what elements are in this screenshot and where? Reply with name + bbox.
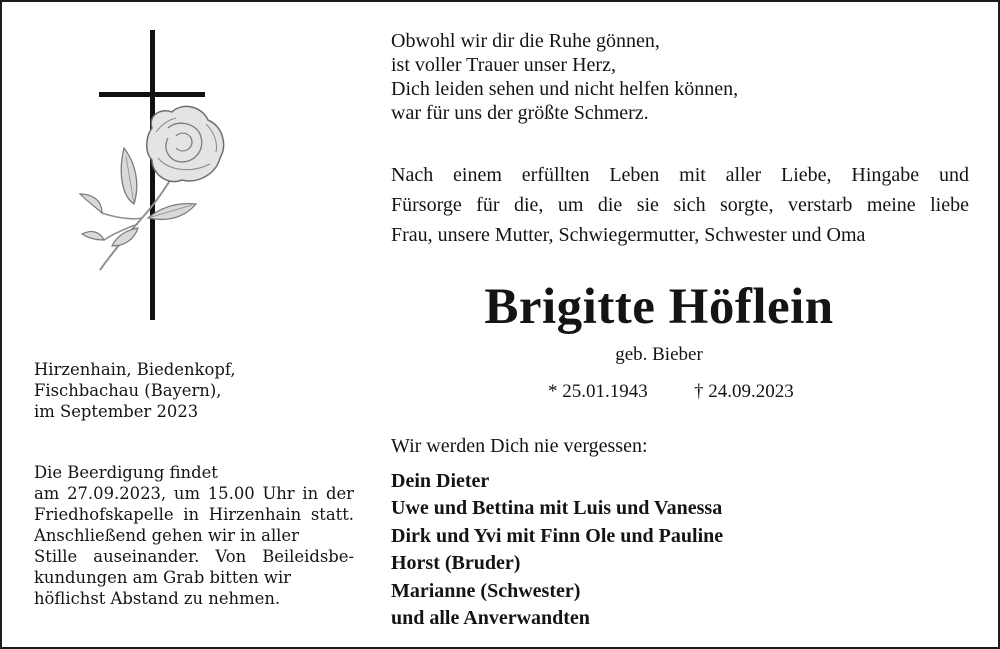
poem-line: war für uns der größte Schmerz.: [391, 102, 649, 124]
intro-line: Nach einem erfüllten Leben mit aller Liebe, Hingabe und: [391, 164, 969, 186]
death-date: † 24.09.2023: [694, 381, 794, 402]
cross-with-rose-icon: [72, 28, 242, 324]
birth-date: * 25.01.1943: [548, 381, 648, 402]
poem-line: Dich leiden sehen und nicht helfen können,: [391, 78, 739, 100]
funeral-line: Die Beerdigung findet: [34, 463, 218, 482]
mourner-entry: Horst (Bruder): [391, 552, 521, 575]
intro-line: Frau, unsere Mutter, Schwiegermutter, Schwester und Oma: [391, 224, 866, 246]
mourner-entry: Uwe und Bettina mit Luis und Vanessa: [391, 497, 723, 520]
poem-line: Obwohl wir dir die Ruhe gönnen,: [391, 30, 660, 52]
poem-block: [391, 29, 738, 125]
funeral-line: Friedhofskapelle in Hirzenhain statt.: [34, 505, 354, 524]
poem-line: ist voller Trauer unser Herz,: [391, 54, 616, 76]
funeral-line: am 27.09.2023, um 15.00 Uhr in der: [34, 484, 354, 503]
place-line: Hirzenhain, Biedenkopf,: [34, 360, 236, 379]
funeral-line: höflichst Abstand zu nehmen.: [34, 589, 281, 608]
intro-line: Fürsorge für die, um die sie sich sorgte, verstarb meine liebe: [391, 194, 969, 216]
funeral-line: Stille auseinander. Von Beileidsbe-: [34, 547, 354, 566]
place-line: im September 2023: [34, 402, 199, 421]
mourner-entry: Dirk und Yvi mit Finn Ole und Pauline: [391, 524, 724, 547]
place-and-date-block: [34, 359, 236, 422]
place-line: Fischbachau (Bayern),: [34, 381, 222, 400]
funeral-line: kundungen am Grab bitten wir: [34, 568, 292, 587]
intro-paragraph: [391, 160, 969, 250]
funeral-info-block: [34, 462, 354, 609]
mourners-list: [391, 468, 723, 632]
mourners-heading: Wir werden Dich nie vergessen:: [391, 435, 648, 457]
mourner-entry: Dein Dieter: [391, 470, 490, 492]
maiden-name: geb. Bieber: [615, 344, 703, 365]
funeral-line: Anschließend gehen wir in aller: [34, 526, 299, 545]
deceased-name: Brigitte Höflein: [484, 279, 834, 335]
mourner-entry: Marianne (Schwester): [391, 579, 581, 602]
mourner-entry: und alle Anverwandten: [391, 607, 590, 630]
